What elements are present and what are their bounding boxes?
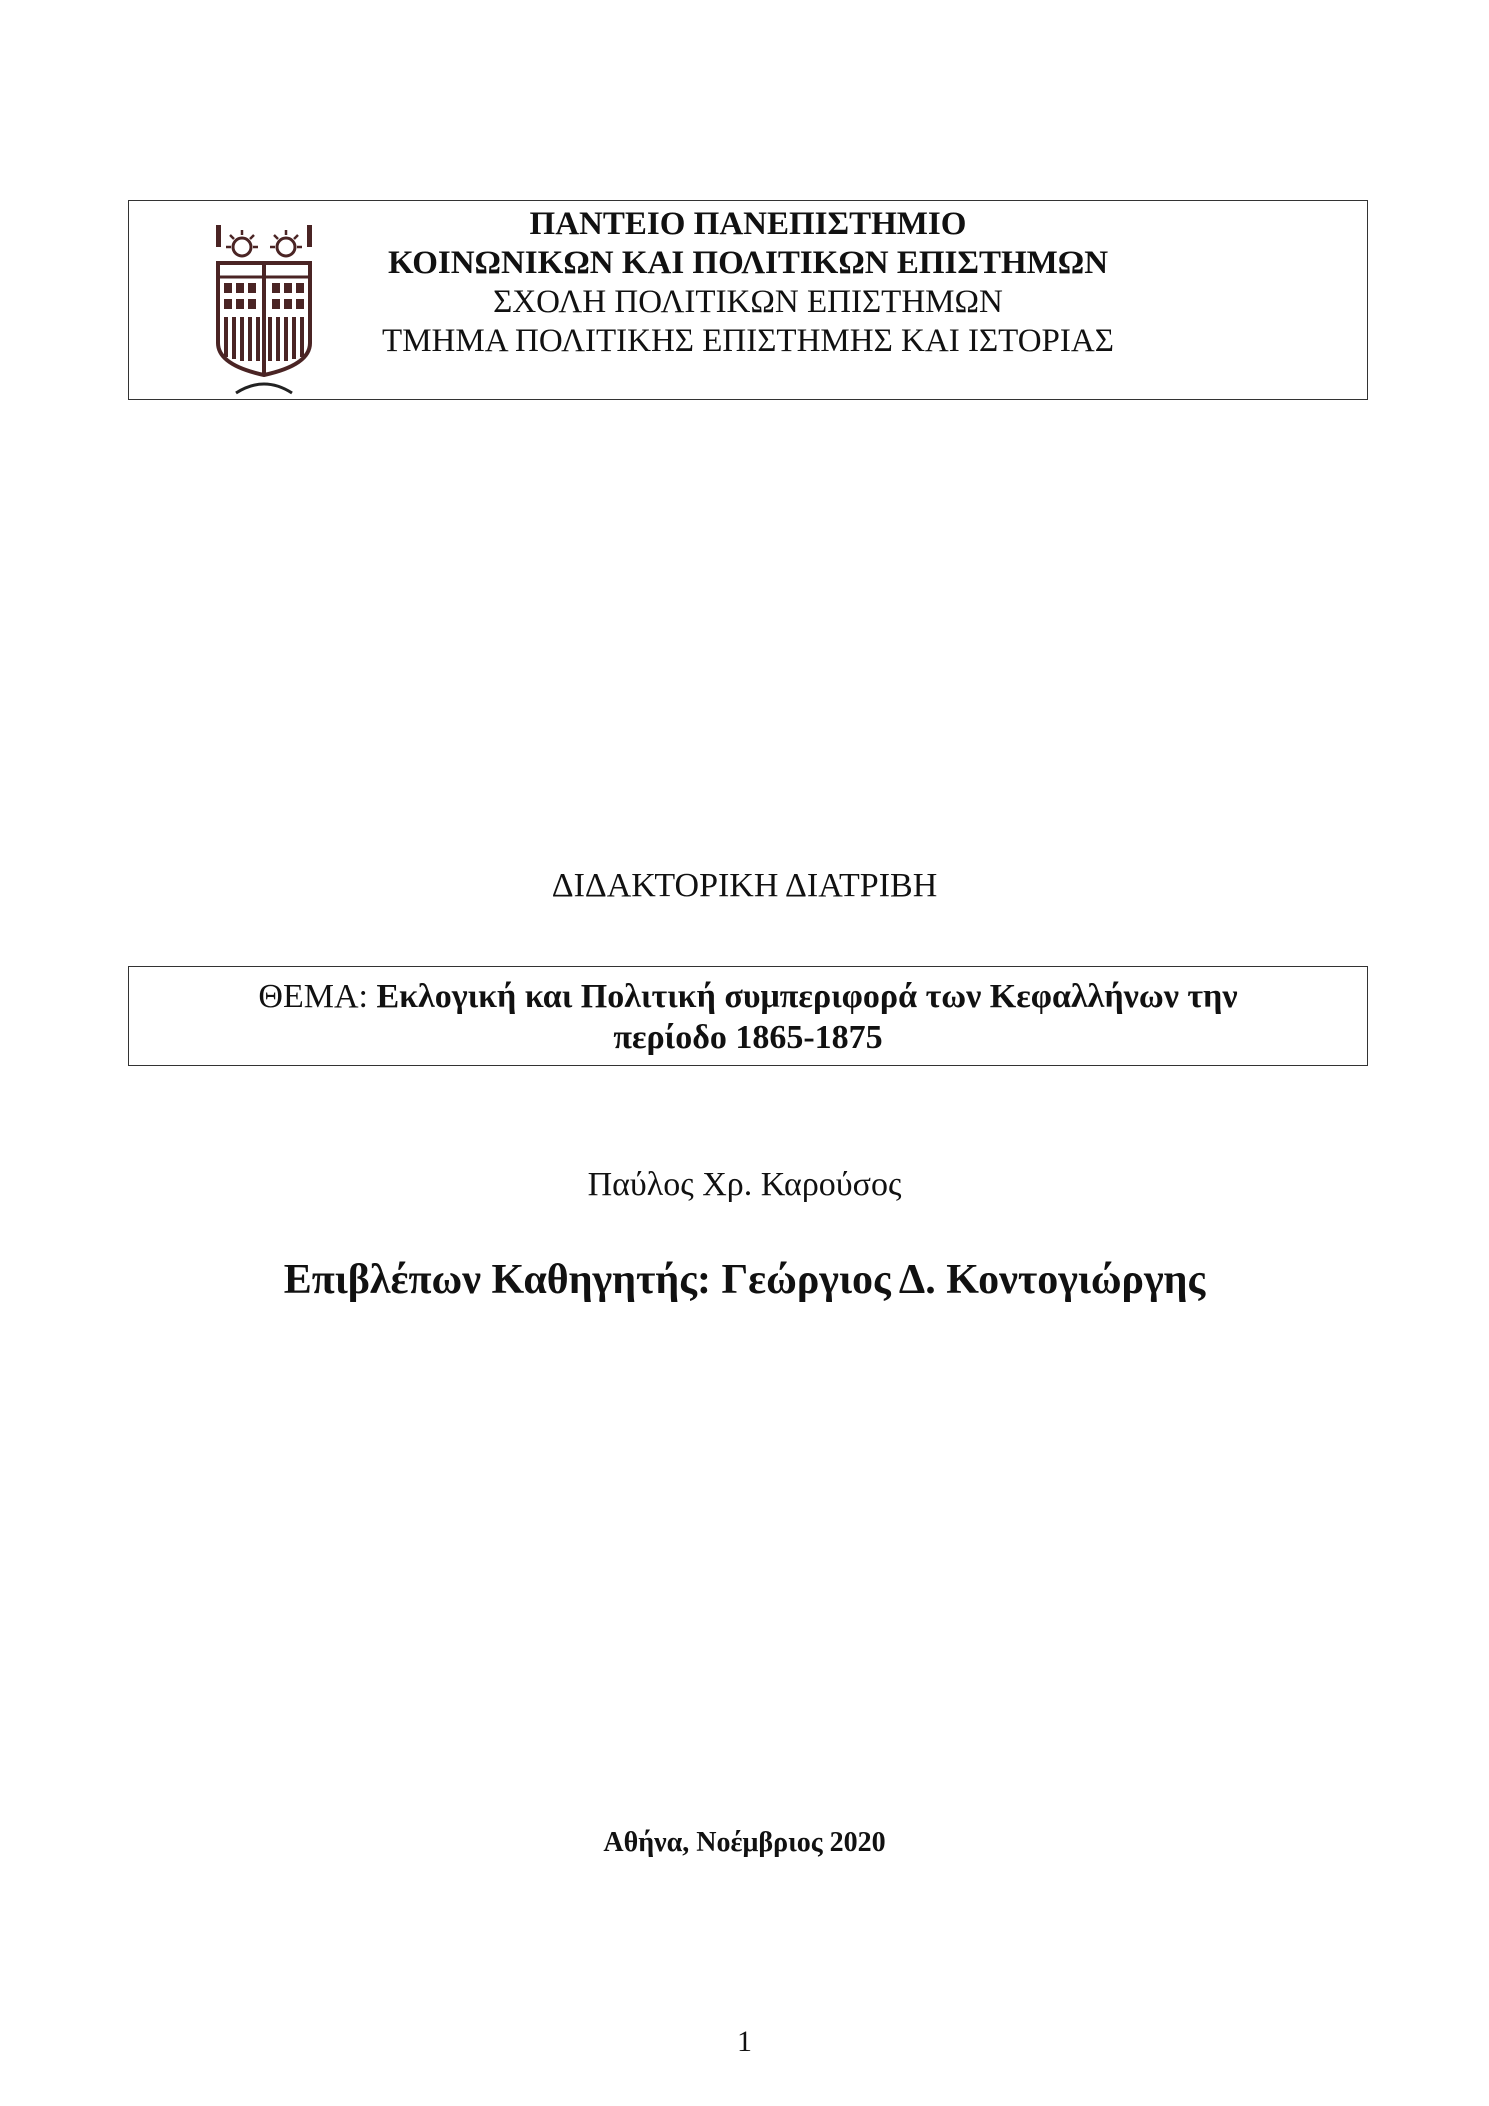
place-date: Αθήνα, Νοέμβριος 2020 xyxy=(603,1827,886,1858)
topic-line1 xyxy=(129,976,1367,1017)
school-name: ΣΧΟΛΗ ΠΟΛΙΤΙΚΩΝ ΕΠΙΣΤΗΜΩΝ xyxy=(493,284,1003,320)
header-text-block xyxy=(129,205,1367,361)
university-name-line1: ΠΑΝΤΕΙΟ ΠΑΝΕΠΙΣΤΗΜΙΟ xyxy=(529,206,967,242)
topic-title-line1: Εκλογική και Πολιτική συμπεριφορά των Κεφαλλήνων την xyxy=(376,978,1238,1015)
topic-title-line2: περίοδο 1865-1875 xyxy=(613,1019,883,1056)
page-number: 1 xyxy=(737,2025,752,2058)
university-name-line2: ΚΟΙΝΩΝΙΚΩΝ ΚΑΙ ΠΟΛΙΤΙΚΩΝ ΕΠΙΣΤΗΜΩΝ xyxy=(387,245,1109,281)
university-header-box xyxy=(128,200,1368,400)
supervisor: Επιβλέπων Καθηγητής: Γεώργιος Δ. Κοντογιώργης xyxy=(283,1257,1206,1303)
document-type: ΔΙΔΑΚΤΟΡΙΚΗ ΔΙΑΤΡΙΒΗ xyxy=(551,867,938,904)
topic-box xyxy=(128,966,1368,1066)
topic-label: ΘΕΜΑ: xyxy=(258,978,368,1015)
author-name: Παύλος Χρ. Καρούσος xyxy=(587,1166,902,1203)
department-name: ΤΜΗΜΑ ΠΟΛΙΤΙΚΗΣ ΕΠΙΣΤΗΜΗΣ ΚΑΙ ΙΣΤΟΡΙΑΣ xyxy=(382,323,1114,359)
